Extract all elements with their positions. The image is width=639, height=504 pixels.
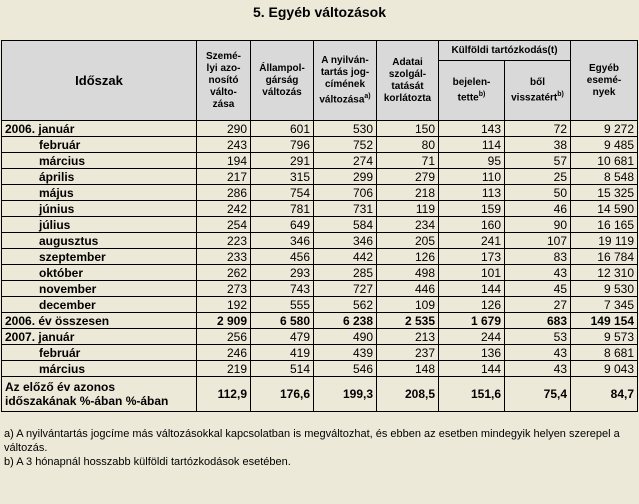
header-line: lyi azo-: [206, 62, 241, 74]
footnote-marker: a): [364, 92, 371, 100]
row-label: június: [2, 201, 197, 217]
table-cell: 562: [314, 297, 377, 313]
table-cell: 291: [251, 153, 314, 169]
table-cell: 12 310: [571, 265, 638, 281]
table-cell: 38: [505, 137, 571, 153]
table-row: [2, 137, 638, 153]
table-cell: 16 165: [571, 217, 638, 233]
row-label: július: [2, 217, 197, 233]
table-cell: 439: [314, 345, 377, 361]
data-table: [1, 40, 638, 412]
table-cell: 126: [439, 297, 505, 313]
table-cell: 2 535: [377, 313, 439, 329]
table-cell: 9 530: [571, 281, 638, 297]
table-cell: 107: [505, 233, 571, 249]
table-cell: 136: [439, 345, 505, 361]
period-header: Időszak: [2, 41, 197, 121]
row-label: november: [2, 281, 197, 297]
table-cell: 199,3: [314, 377, 377, 412]
table-cell: 683: [505, 313, 571, 329]
header-line: ből: [530, 76, 545, 88]
footnote-marker: b): [478, 90, 486, 98]
table-cell: 90: [505, 217, 571, 233]
table-cell: 1 679: [439, 313, 505, 329]
table-cell: 479: [251, 329, 314, 345]
table-cell: 490: [314, 329, 377, 345]
table-cell: 53: [505, 329, 571, 345]
header-line: zása: [212, 98, 235, 110]
col-group-abroad: Külföldi tartózkodás(t): [439, 41, 571, 61]
table-cell: 346: [251, 233, 314, 249]
table-cell: 419: [251, 345, 314, 361]
footnotes: [4, 427, 624, 469]
table-cell: 149 154: [571, 313, 638, 329]
table-cell: 217: [197, 169, 251, 185]
table-cell: 498: [377, 265, 439, 281]
table-cell: 262: [197, 265, 251, 281]
table-cell: 213: [377, 329, 439, 345]
header-line: Állampol-: [259, 62, 305, 74]
row-label: szeptember: [2, 249, 197, 265]
row-label: 2007. január: [2, 329, 197, 345]
table-cell: 95: [439, 153, 505, 169]
table-cell: 233: [197, 249, 251, 265]
header-line: szolgál-: [388, 68, 427, 80]
table-cell: 456: [251, 249, 314, 265]
table-cell: 555: [251, 297, 314, 313]
table-cell: 6 580: [251, 313, 314, 329]
table-cell: 8 681: [571, 345, 638, 361]
table-cell: 27: [505, 297, 571, 313]
table-cell: 346: [314, 233, 377, 249]
table-cell: 731: [314, 201, 377, 217]
table-cell: 299: [314, 169, 377, 185]
row-label: február: [2, 345, 197, 361]
col-header-other: [571, 41, 638, 121]
table-cell: 601: [251, 121, 314, 137]
table-cell: 9 272: [571, 121, 638, 137]
table-cell: 234: [377, 217, 439, 233]
table-cell: 223: [197, 233, 251, 249]
header-line: Szemé-: [205, 50, 241, 62]
table-cell: 144: [439, 281, 505, 297]
table-cell: 315: [251, 169, 314, 185]
table-cell: 442: [314, 249, 377, 265]
row-label: 2006. év összesen: [2, 313, 197, 329]
col-header-restricted: [377, 41, 439, 121]
row-label: március: [2, 153, 197, 169]
table-cell: 254: [197, 217, 251, 233]
table-row: [2, 329, 638, 345]
header-line: gárság: [265, 74, 299, 86]
table-cell: 743: [251, 281, 314, 297]
table-cell: 114: [439, 137, 505, 153]
table-cell: 446: [377, 281, 439, 297]
table-cell: 205: [377, 233, 439, 249]
footnote-a: a) A nyilvántartás jogcíme más változásokkal kapcsolatban is megváltozhat, és ebben az esetben mindegyik helyen szerepel a változás.: [4, 428, 620, 454]
header-line: változás: [262, 86, 302, 98]
header-line: visszatért: [511, 92, 558, 104]
table-cell: 279: [377, 169, 439, 185]
header-line: tatását: [391, 80, 424, 92]
table-cell: 126: [377, 249, 439, 265]
table-cell: 45: [505, 281, 571, 297]
col-header-returned: [505, 61, 571, 121]
table-cell: 15 325: [571, 185, 638, 201]
table-row: [2, 345, 638, 361]
header-line: korlátozta: [383, 92, 432, 104]
table-cell: 173: [439, 249, 505, 265]
page-title: 5. Egyéb változások: [252, 4, 387, 20]
table-cell: 219: [197, 361, 251, 377]
table-row: [2, 297, 638, 313]
table-row: [2, 249, 638, 265]
table-cell: 176,6: [251, 377, 314, 412]
table-cell: 246: [197, 345, 251, 361]
table-row: [2, 153, 638, 169]
header-line: tartás jog-: [320, 66, 370, 78]
col-header-id: [197, 41, 251, 121]
table-cell: 584: [314, 217, 377, 233]
table-cell: 514: [251, 361, 314, 377]
table-row: [2, 169, 638, 185]
table-cell: 243: [197, 137, 251, 153]
row-label: augusztus: [2, 233, 197, 249]
table-cell: 57: [505, 153, 571, 169]
table-cell: 144: [439, 361, 505, 377]
col-header-register: [314, 41, 377, 121]
row-label: április: [2, 169, 197, 185]
table-cell: 706: [314, 185, 377, 201]
row-label: február: [2, 137, 197, 153]
table-cell: 50: [505, 185, 571, 201]
table-row: [2, 217, 638, 233]
row-label-line: időszakának %-ában %-ában: [5, 394, 169, 408]
table-cell: 727: [314, 281, 377, 297]
header-line: Adatai: [392, 56, 423, 68]
table-cell: 274: [314, 153, 377, 169]
table-row: [2, 201, 638, 217]
table-row: [2, 361, 638, 377]
table-cell: 781: [251, 201, 314, 217]
table-cell: 25: [505, 169, 571, 185]
table-cell: 148: [377, 361, 439, 377]
table-row: [2, 233, 638, 249]
table-cell: 796: [251, 137, 314, 153]
row-label: 2006. január: [2, 121, 197, 137]
table-cell: 19 119: [571, 233, 638, 249]
footnote-marker: b): [557, 90, 564, 98]
table-cell: 293: [251, 265, 314, 281]
table-cell: 194: [197, 153, 251, 169]
table-cell: 16 784: [571, 249, 638, 265]
header-line: Egyéb: [588, 62, 619, 74]
table-row: [2, 265, 638, 281]
table-cell: 14 590: [571, 201, 638, 217]
table-cell: 530: [314, 121, 377, 137]
row-label: május: [2, 185, 197, 201]
header-line: tette: [457, 92, 479, 104]
table-cell: 112,9: [197, 377, 251, 412]
table-cell: 8 548: [571, 169, 638, 185]
table-cell: 244: [439, 329, 505, 345]
table-cell: 285: [314, 265, 377, 281]
row-label: október: [2, 265, 197, 281]
table-cell: 752: [314, 137, 377, 153]
table-cell: 101: [439, 265, 505, 281]
table-row: [2, 281, 638, 297]
table-cell: 80: [377, 137, 439, 153]
table-cell: 72: [505, 121, 571, 137]
table-cell: 6 238: [314, 313, 377, 329]
table-cell: 46: [505, 201, 571, 217]
header-line: válto-: [210, 86, 237, 98]
row-label-line: Az előző év azonos: [5, 380, 116, 394]
table-cell: 192: [197, 297, 251, 313]
table-cell: 83: [505, 249, 571, 265]
table-cell: 110: [439, 169, 505, 185]
table-cell: 9 485: [571, 137, 638, 153]
table-cell: 218: [377, 185, 439, 201]
row-label: december: [2, 297, 197, 313]
table-cell: 754: [251, 185, 314, 201]
table-cell: 10 681: [571, 153, 638, 169]
header-line: nyek: [592, 86, 616, 98]
table-cell: 71: [377, 153, 439, 169]
table-row-percent: [2, 377, 638, 412]
table-cell: 43: [505, 265, 571, 281]
table-cell: 273: [197, 281, 251, 297]
table-cell: 113: [439, 185, 505, 201]
table-row: [2, 313, 638, 329]
footnote-b: b) A 3 hónapnál hosszabb külföldi tartózkodások esetében.: [4, 456, 291, 468]
table-cell: 160: [439, 217, 505, 233]
col-header-reported: [439, 61, 505, 121]
table-cell: 649: [251, 217, 314, 233]
table-cell: 159: [439, 201, 505, 217]
header-line: A nyilván-: [321, 54, 369, 66]
header-line: címének: [324, 78, 366, 90]
header-line: esemé-: [586, 74, 622, 86]
table-cell: 43: [505, 361, 571, 377]
row-label: március: [2, 361, 197, 377]
table-cell: 43: [505, 345, 571, 361]
table-cell: 208,5: [377, 377, 439, 412]
table-cell: 546: [314, 361, 377, 377]
header-line: bejelen-: [452, 76, 491, 88]
header-line: nosító: [208, 74, 239, 86]
table-cell: 119: [377, 201, 439, 217]
table-cell: 237: [377, 345, 439, 361]
table-cell: 109: [377, 297, 439, 313]
table-cell: 9 043: [571, 361, 638, 377]
table-cell: 151,6: [439, 377, 505, 412]
table-cell: 256: [197, 329, 251, 345]
table-cell: 290: [197, 121, 251, 137]
table-cell: 286: [197, 185, 251, 201]
table-cell: 84,7: [571, 377, 638, 412]
table-cell: 2 909: [197, 313, 251, 329]
table-cell: 7 345: [571, 297, 638, 313]
row-label: [2, 377, 197, 412]
table-cell: 241: [439, 233, 505, 249]
table-cell: 75,4: [505, 377, 571, 412]
header-line: változása: [319, 94, 365, 106]
table-row: [2, 185, 638, 201]
table-cell: 143: [439, 121, 505, 137]
table-cell: 242: [197, 201, 251, 217]
col-header-citizenship: [251, 41, 314, 121]
table-cell: 150: [377, 121, 439, 137]
table-row: [2, 121, 638, 137]
table-cell: 9 573: [571, 329, 638, 345]
